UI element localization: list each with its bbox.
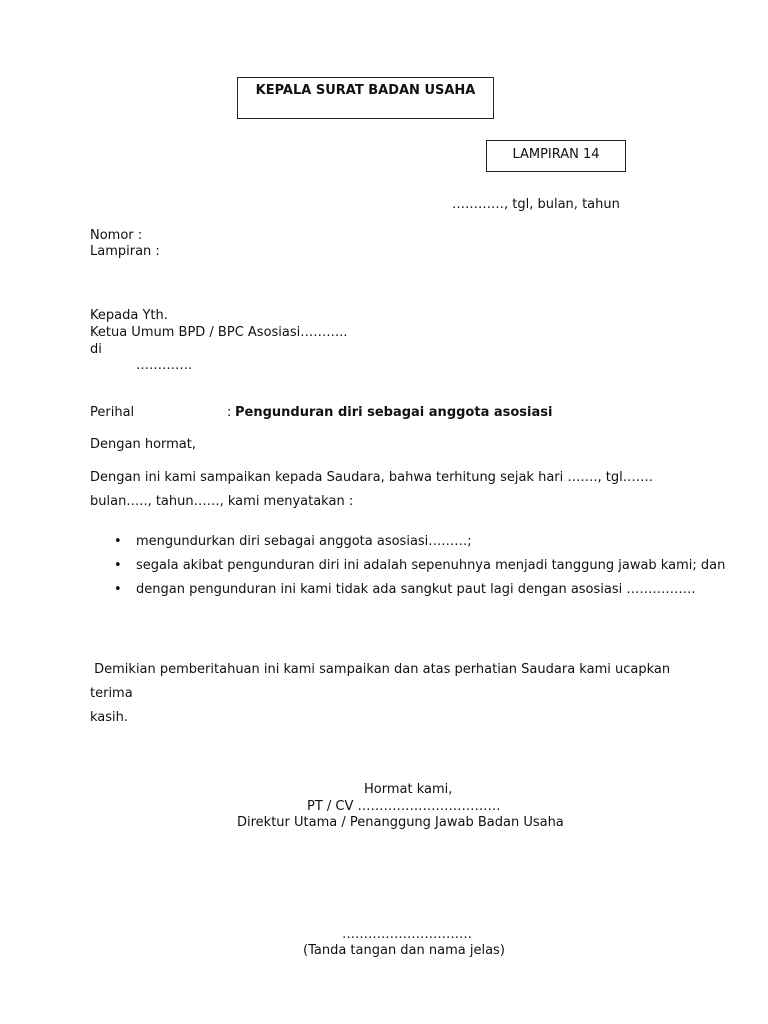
statement-list	[90, 530, 740, 602]
recipient-salutation: Kepada Yth.	[90, 308, 168, 323]
bullet-icon: •	[114, 558, 122, 573]
subject-label: Perihal	[90, 405, 135, 420]
list-item	[90, 554, 740, 578]
letterhead-title: KEPALA SURAT BADAN USAHA	[255, 83, 476, 98]
closing-line-1: Demikian pemberitahuan ini kami sampaikan dan atas perhatian Saudara kami ucapkan	[90, 662, 671, 677]
letter-attachment: Lampiran :	[90, 244, 160, 259]
letter-number: Nomor :	[90, 228, 143, 243]
closing-line-3: kasih.	[90, 710, 129, 725]
list-item-text: dengan pengunduran ini kami tidak ada sangkut paut lagi dengan asosiasi …………….	[136, 582, 696, 597]
body-line-1: Dengan ini kami sampaikan kepada Saudara, bahwa terhitung sejak hari ……., tgl…….	[90, 470, 653, 485]
recipient-di: di	[90, 342, 102, 357]
signature-line: …………………………	[342, 927, 472, 942]
list-item	[90, 578, 740, 602]
opening-greeting: Dengan hormat,	[90, 437, 197, 452]
subject-colon: :	[227, 405, 232, 420]
place-date: …………, tgl, bulan, tahun	[452, 197, 620, 212]
subject-value: Pengunduran diri sebagai anggota asosiasi	[235, 405, 553, 420]
recipient-title: Ketua Umum BPD / BPC Asosiasi………..	[90, 325, 348, 340]
list-item	[90, 530, 740, 554]
letterhead-box	[237, 77, 494, 119]
list-item-text: segala akibat pengunduran diri ini adalah sepenuhnya menjadi tanggung jawab kami; dan	[136, 558, 726, 573]
bullet-icon: •	[114, 582, 122, 597]
bullet-icon: •	[114, 534, 122, 549]
regards: Hormat kami,	[364, 782, 453, 797]
recipient-place: ………….	[136, 358, 193, 373]
body-line-2: bulan….., tahun……, kami menyatakan :	[90, 494, 354, 509]
company-name: PT / CV ……………………………	[307, 799, 501, 814]
signature-caption: (Tanda tangan dan nama jelas)	[303, 943, 505, 958]
attachment-label: LAMPIRAN 14	[512, 147, 600, 162]
attachment-label-box	[486, 140, 626, 172]
signatory-position: Direktur Utama / Penanggung Jawab Badan Usaha	[237, 815, 564, 830]
closing-line-2: terima	[90, 686, 133, 701]
list-item-text: mengundurkan diri sebagai anggota asosiasi………;	[136, 534, 472, 549]
